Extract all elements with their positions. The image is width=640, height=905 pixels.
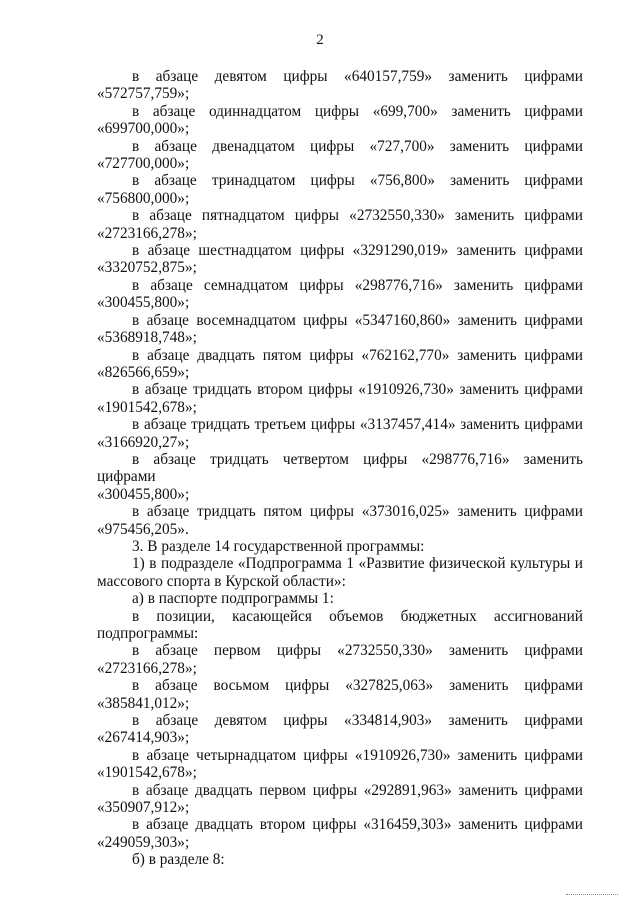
paragraph-continuation: «300455,800»;	[97, 485, 190, 503]
scan-footer-mark	[566, 894, 618, 899]
paragraph-line: в абзаце девятом цифры «334814,903» заменить цифрами	[132, 712, 583, 730]
paragraph-continuation: «3166920,27»;	[97, 433, 190, 451]
subsection-heading: б) в разделе 8:	[132, 851, 225, 869]
paragraph-line: в абзаце семнадцатом цифры «298776,716» заменить цифрами	[132, 276, 583, 294]
amendment-paragraph	[97, 503, 583, 538]
subsection-paragraph	[97, 555, 583, 590]
paragraph-continuation: «300455,800»;	[97, 294, 190, 312]
position-paragraph	[97, 608, 583, 643]
paragraph-continuation: «385841,012»;	[97, 694, 190, 712]
page-number: 2	[316, 32, 324, 48]
amendment-paragraph	[97, 68, 583, 103]
amendment-paragraph	[97, 642, 583, 677]
subsection-heading: а) в паспорте подпрограммы 1:	[132, 590, 334, 608]
paragraph-continuation: «3320752,875»;	[97, 259, 197, 277]
paragraph-continuation: «699700,000»;	[97, 120, 190, 138]
paragraph-line: в абзаце тринадцатом цифры «756,800» заменить цифрами	[132, 172, 583, 190]
paragraph-continuation: «267414,903»;	[97, 729, 190, 747]
paragraph-line: в абзаце двадцать втором цифры «316459,303» заменить цифрами	[132, 816, 583, 834]
amendment-paragraph	[97, 312, 583, 347]
amendment-paragraph	[97, 172, 583, 207]
paragraph-line: в абзаце тридцать втором цифры «1910926,730» заменить цифрами	[132, 381, 583, 399]
amendment-paragraph	[97, 712, 583, 747]
paragraph-continuation: «2723166,278»;	[97, 659, 197, 677]
paragraph-line: в абзаце двадцать пятом цифры «762162,770» заменить цифрами	[132, 346, 583, 364]
paragraph-line: в абзаце тридцать третьем цифры «3137457,414» заменить цифрами	[132, 416, 583, 434]
amendment-paragraph	[97, 242, 583, 277]
paragraph-continuation: «350907,912»;	[97, 799, 190, 817]
paragraph-line: в абзаце девятом цифры «640157,759» заменить цифрами	[132, 68, 583, 85]
amendment-paragraph	[97, 677, 583, 712]
paragraph-continuation: «5368918,748»;	[97, 329, 197, 347]
document-body	[97, 68, 583, 869]
paragraph-continuation: «727700,000»;	[97, 155, 190, 173]
paragraph-line: в абзаце двенадцатом цифры «727,700» заменить цифрами	[132, 137, 583, 155]
paragraph-line: в абзаце тридцать пятом цифры «373016,025» заменить цифрами	[132, 503, 583, 521]
paragraph-line: в абзаце первом цифры «2732550,330» заменить цифрами	[132, 642, 583, 660]
paragraph-line: в абзаце двадцать первом цифры «292891,963» заменить цифрами	[132, 781, 583, 799]
amendment-paragraph	[97, 381, 583, 416]
section-heading: 3. В разделе 14 государственной программы:	[132, 537, 425, 555]
amendment-paragraph	[97, 138, 583, 173]
paragraph-line: в абзаце пятнадцатом цифры «2732550,330» заменить цифрами	[132, 207, 583, 225]
paragraph-line: в абзаце четырнадцатом цифры «1910926,730» заменить цифрами	[132, 746, 583, 764]
paragraph-line: 1) в подразделе «Подпрограмма 1 «Развитие физической культуры и	[132, 555, 583, 573]
paragraph-continuation: «826566,659»;	[97, 363, 190, 381]
paragraph-continuation: «2723166,278»;	[97, 224, 197, 242]
paragraph-line: в позиции, касающейся объемов бюджетных ассигнований	[132, 607, 583, 625]
paragraph-line: в абзаце шестнадцатом цифры «3291290,019» заменить цифрами	[132, 242, 583, 260]
amendment-paragraph	[97, 451, 583, 503]
paragraph-continuation: «1901542,678»;	[97, 398, 197, 416]
paragraph-continuation: подпрограммы:	[97, 625, 199, 642]
amendment-paragraph	[97, 747, 583, 782]
amendment-paragraph	[97, 782, 583, 817]
paragraph-continuation: «572757,759»;	[97, 85, 190, 103]
paragraph-line: в абзаце тридцать четвертом цифры «298776,716» заменить цифрами	[97, 450, 583, 486]
amendment-paragraph	[97, 416, 583, 451]
amendment-paragraph	[97, 277, 583, 312]
paragraph-continuation: «756800,000»;	[97, 189, 190, 207]
paragraph-line: в абзаце восьмом цифры «327825,063» заменить цифрами	[132, 677, 583, 695]
paragraph-continuation: «1901542,678»;	[97, 764, 197, 782]
paragraph-continuation: «975456,205».	[97, 520, 189, 538]
amendment-paragraph	[97, 816, 583, 851]
amendment-paragraph	[97, 347, 583, 382]
paragraph-line: в абзаце восемнадцатом цифры «5347160,860» заменить цифрами	[132, 311, 583, 329]
amendment-paragraph	[97, 103, 583, 138]
amendment-paragraph	[97, 207, 583, 242]
paragraph-line: в абзаце одиннадцатом цифры «699,700» заменить цифрами	[132, 102, 583, 120]
paragraph-continuation: «249059,303»;	[97, 833, 190, 851]
paragraph-continuation: массового спорта в Курской области»:	[97, 572, 346, 590]
